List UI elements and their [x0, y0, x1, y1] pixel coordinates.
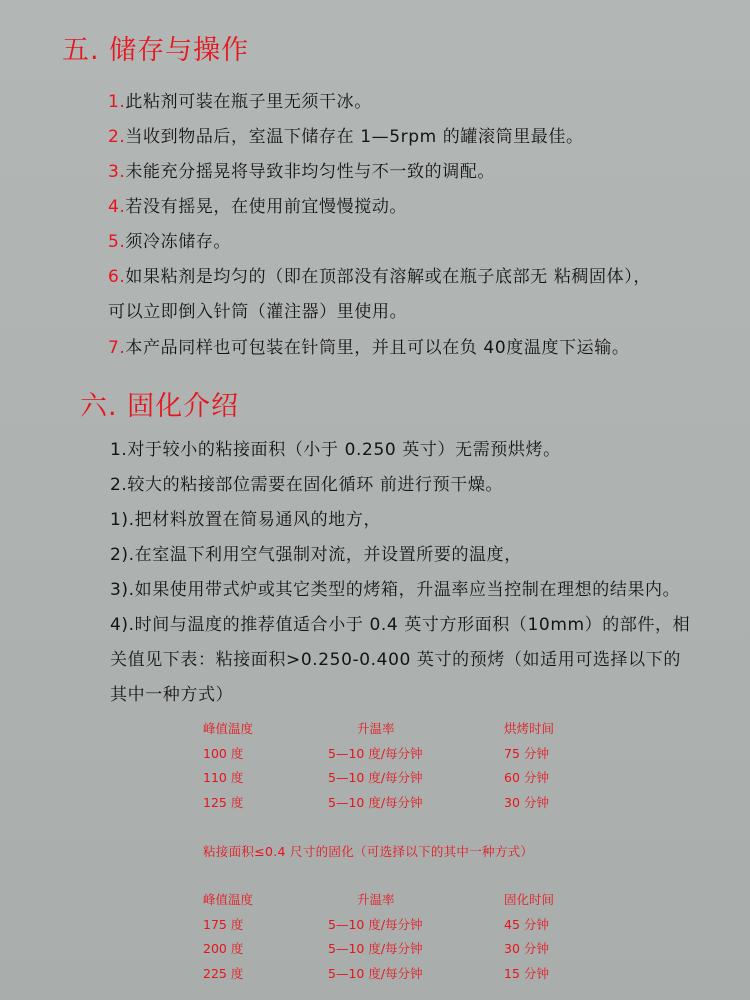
curing-line: 1.对于较小的粘接面积（小于 0.250 英寸）无需预烘烤。: [110, 440, 561, 460]
table-cell: 100 度: [203, 746, 244, 761]
item-text: 若没有摇晃，在使用前宜慢慢搅动。: [125, 197, 408, 217]
table-cell: 75 分钟: [504, 746, 549, 761]
curing-line: 2).在室温下利用空气强制对流，并设置所要的温度，: [110, 545, 522, 565]
table-cell: 5—10 度/每分钟: [328, 917, 423, 932]
item-text: 未能充分摇晃将导致非均匀性与不一致的调配。: [125, 162, 496, 182]
item-text: 本产品同样也可包装在针筒里，并且可以在负 40度温度下运输。: [125, 338, 630, 358]
item-text: 须冷冻储存。: [125, 232, 232, 252]
table-cell: 30 分钟: [504, 795, 549, 810]
item-number: 4.: [108, 197, 126, 217]
table-cell: 175 度: [203, 917, 244, 932]
table-cell: 60 分钟: [504, 770, 549, 785]
table-header: 烘烤时间: [504, 721, 555, 736]
item-text: 当收到物品后，室温下储存在 1—5rpm 的罐滚筒里最佳。: [125, 127, 584, 147]
table-header: 固化时间: [504, 892, 555, 907]
table-cell: 15 分钟: [504, 966, 549, 981]
table-cell: 125 度: [203, 795, 244, 810]
table-cell: 200 度: [203, 941, 244, 956]
table-cell: 110 度: [203, 770, 244, 785]
table-header: 峰值温度: [203, 892, 254, 907]
table-cell: 45 分钟: [504, 917, 549, 932]
table-cell: 5—10 度/每分钟: [328, 966, 423, 981]
item-number: 2.: [108, 127, 126, 147]
storage-item: [108, 195, 407, 219]
storage-item: [108, 265, 651, 289]
curing-line: 1).把材料放置在简易通风的地方，: [110, 510, 382, 530]
curing-line: 4).时间与温度的推荐值适合小于 0.4 英寸方形面积（10mm）的部件，相: [110, 615, 691, 635]
storage-item: [108, 230, 231, 254]
item-number: 1.: [108, 92, 126, 112]
curing-note: 粘接面积≤0.4 尺寸的固化（可选择以下的其中一种方式）: [203, 844, 534, 859]
item-text: 如果粘剂是均匀的（即在顶部没有溶解或在瓶子底部无 粘稠固体），: [125, 267, 651, 287]
curing-line: 2.较大的粘接部位需要在固化循环 前进行预干燥。: [110, 475, 504, 495]
item-number: 3.: [108, 162, 126, 182]
curing-line: 其中一种方式）: [110, 685, 234, 705]
storage-item: [108, 90, 372, 114]
section6-heading: 六. 固化介绍: [80, 391, 240, 422]
table-cell: 30 分钟: [504, 941, 549, 956]
section5-heading: 五. 储存与操作: [62, 35, 250, 66]
table-header: 峰值温度: [203, 721, 254, 736]
storage-item: [108, 336, 629, 360]
table-cell: 5—10 度/每分钟: [328, 770, 423, 785]
table-header: 升温率: [357, 721, 395, 736]
storage-item: [108, 125, 584, 149]
table-cell: 5—10 度/每分钟: [328, 746, 423, 761]
table-cell: 5—10 度/每分钟: [328, 941, 423, 956]
item-number: 5.: [108, 232, 126, 252]
table-header: 升温率: [357, 892, 395, 907]
curing-line: 关值见下表：粘接面积>0.250-0.400 英寸的预烤（如适用可选择以下的: [110, 650, 681, 670]
table-cell: 225 度: [203, 966, 244, 981]
item-number: 7.: [108, 338, 126, 358]
table-cell: 5—10 度/每分钟: [328, 795, 423, 810]
storage-item: [108, 160, 495, 184]
curing-line: 3).如果使用带式炉或其它类型的烤箱，升温率应当控制在理想的结果内。: [110, 580, 681, 600]
storage-item-continuation: 可以立即倒入针筒（灌注器）里使用。: [108, 302, 408, 322]
item-text: 此粘剂可装在瓶子里无须干冰。: [125, 92, 372, 112]
item-number: 6.: [108, 267, 126, 287]
